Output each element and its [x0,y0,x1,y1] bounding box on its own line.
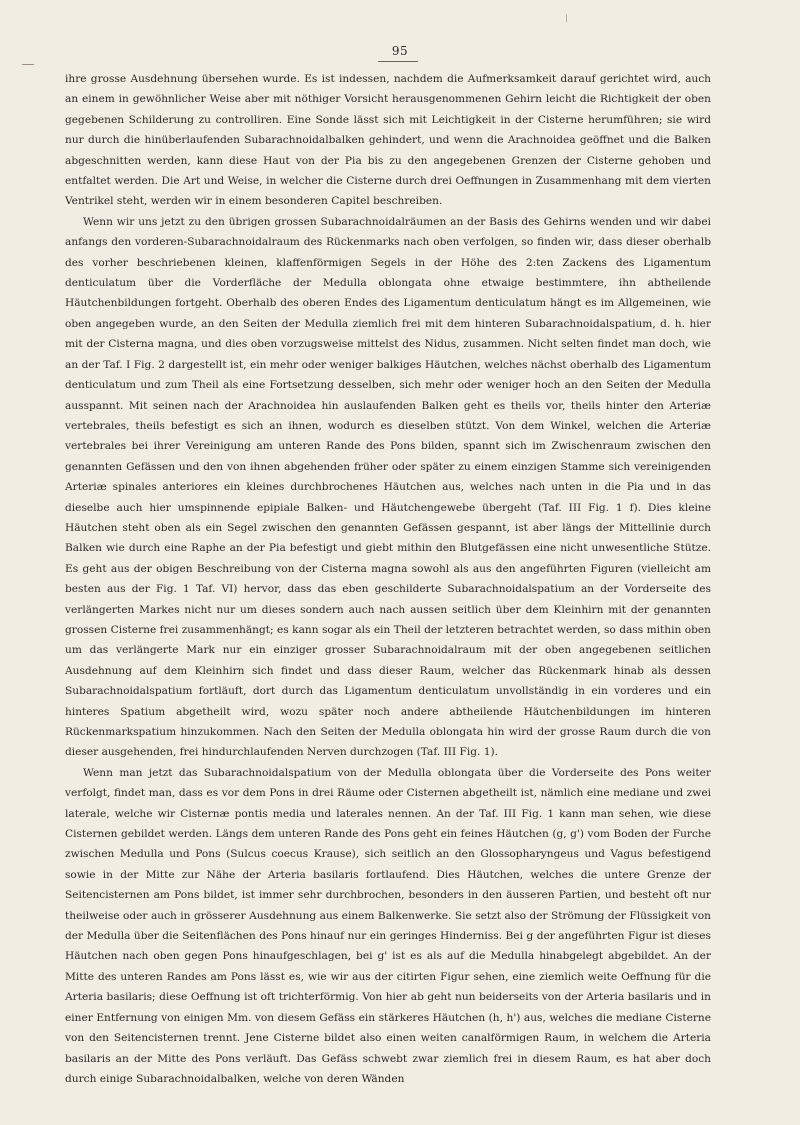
page-number: 95 [391,44,409,58]
paragraph-3: Wenn man jetzt das Subarachnoidalspatium von der Medulla oblongata über die Vorderseite des Pons weiter verfolgt, findet man, dass es vor dem Pons in drei Räume oder Cisternen abgetheilt ist, nämlich eine mediane und zwei laterale, welche wir Cisternæ pontis media und laterales nennen. An der Taf. III Fig. 1 kann man sehen, wie diese Cisternen gebildet werden. Längs dem unteren Rande des Pons geht ein feines Häutchen (g, g') vom Boden der Furche zwischen Medulla und Pons (Sulcus coecus Krause), sich seitlich an den Glossopharyngeus und Vagus befestigend sowie in der Mitte zur Nähe der Arteria basilaris fortlaufend. Dies Häutchen, welches die untere Grenze der Seitencisternen am Pons bildet, ist immer sehr durchbrochen, besonders in den äusseren Partien, und besteht oft nur theilweise oder auch in grösserer Ausdehnung aus einem Balkenwerke. Sie setzt also der Strömung der Flüssigkeit von der Medulla über die Seitenflächen des Pons hinauf nur ein geringes Hinderniss. Bei g der angeführten Figur ist dieses Häutchen nach oben gegen Pons hinaufgeschlagen, bei g' ist es als auf die Medulla hinabgelegt abgebildet. An der Mitte des unteren Randes am Pons lässt es, wie wir aus der citirten Figur sehen, eine ziemlich weite Oeffnung für die Arteria basilaris; diese Oeffnung ist oft trichterförmig. Von hier ab geht nun beiderseits von der Arteria basilaris und in einer Entfernung von einigen Mm. von diesem Gefäss ein stärkeres Häutchen (h, h') aus, welches die mediane Cisterne von den Seitencisternen trennt. Jene Cisterne bildet also einen weiten canalförmigen Raum, in welchem die Arteria basilaris an der Mitte des Pons verläuft. Das Gefäss schwebt zwar ziemlich frei in diesem Raum, es hat aber doch durch einige Subarachnoidalbalken, welche von deren Wänden [65,766,711,1085]
body-text [65,69,711,1089]
page-number-rule [378,61,418,62]
paragraph-2: Wenn wir uns jetzt zu den übrigen grossen Subarachnoidalräumen an der Basis des Gehirns wenden und wir dabei anfangs den vorderen-Subarachnoidalraum des Rückenmarks nach oben verfolgen, so finden wir, dass dieser oberhalb des vorher beschriebenen kleinen, klaffenförmigen Segels in der Höhe des 2:ten Zackens des Ligamentum denticulatum über die Vorderfläche der Medulla oblongata ohne etwaige bestimmtere, ihn abtheilende Häutchenbildungen fortgeht. Oberhalb des oberen Endes des Ligamentum denticulatum hängt es im Allgemeinen, wie oben angegeben wurde, an den Seiten der Medulla ziemlich frei mit dem hinteren Subarachnoidalspatium, d. h. hier mit der Cisterna magna, und dies oben vorzugsweise mittelst des Nidus, zusammen. Nicht selten findet man doch, wie an der Taf. I Fig. 2 dargestellt ist, ein mehr oder weniger balkiges Häutchen, welches nächst oberhalb des Ligamentum denticulatum und zum Theil als eine Fortsetzung desselben, sich mehr oder weniger hoch an den Seiten der Medulla ausspannt. Mit seinen nach der Arachnoidea hin auslaufenden Balken geht es theils vor, theils hinter den Arteriæ vertebrales, theils befestigt es sich an ihnen, wodurch es dieselben stützt. Von dem Winkel, welchen die Arteriæ vertebrales bei ihrer Vereinigung am unteren Rande des Pons bilden, spannt sich im Zwischenraum zwischen den genannten Gefässen und den von ihnen abgehenden früher oder später zu einem einzigen Stamme sich vereinigenden Arteriæ spinales anteriores ein kleines durchbrochenes Häutchen aus, welches nach unten in die Pia und in das dieselbe auch hier umspinnende epipiale Balken- und Häutchengewebe übergeht (Taf. III Fig. 1 f). Dies kleine Häutchen steht oben als ein Segel zwischen den genannten Gefässen gespannt, ist aber längs der Mittellinie durch Balken wie durch eine Raphe an der Pia befestigt und giebt mithin den Blutgefässen eine nicht unwesentliche Stütze. Es geht aus der obigen Beschreibung von der Cisterna magna sowohl als aus den angeführten Figuren (vielleicht am besten aus der Fig. 1 Taf. VI) hervor, dass das eben geschilderte Subarachnoidalspatium an der Vorderseite des verlängerten Markes nicht nur um dieses sondern auch nach aussen seitlich über dem Kleinhirn mit der genannten grossen Cisterne frei zusammenhängt; es kann sogar als ein Theil der letzteren betrachtet werden, so dass mithin oben um das verlängerte Mark nur ein einziger grosser Subarachnoidalraum mit der oben angegebenen seitlichen Ausdehnung auf dem Kleinhirn sich findet und dass dieser Raum, welcher das Rückenmark hinab als dessen Subarachnoidalspatium fortläuft, dort durch das Ligamentum denticulatum unvollständig in ein vorderes und ein hinteres Spatium abgetheilt wird, wozu später noch andere abtheilende Häutchenbildungen im hinteren Rückenmarkspatium hinzukommen. Nach den Seiten der Medulla oblongata hin wird der grosse Raum durch die von dieser ausgehenden, frei hindurchlaufenden Nerven durchzogen (Taf. III Fig. 1). [65,215,711,759]
paragraph-1: ihre grosse Ausdehnung übersehen wurde. Es ist indessen, nachdem die Aufmerksamkeit darauf gerichtet wird, auch an einem in gewöhnlicher Weise aber mit nöthiger Vorsicht herausgenommenen Gehirn leicht die Richtigkeit der oben gegebenen Schilderung zu controlliren. Eine Sonde lässt sich mit Leichtigkeit in der Cisterne herumführen; sie wird nur durch die hinüberlaufenden Subarachnoidalbalken gehindert, und wenn die Arachnoidea geöffnet und die Balken abgeschnitten werden, kann diese Haut von der Pia bis zu den angegebenen Grenzen der Cisterne gehoben und entfaltet werden. Die Art und Weise, in welcher die Cisterne durch drei Oeffnungen in Zusammenhang mit dem vierten Ventrikel steht, werden wir in einem besonderen Capitel beschreiben. [65,73,711,208]
